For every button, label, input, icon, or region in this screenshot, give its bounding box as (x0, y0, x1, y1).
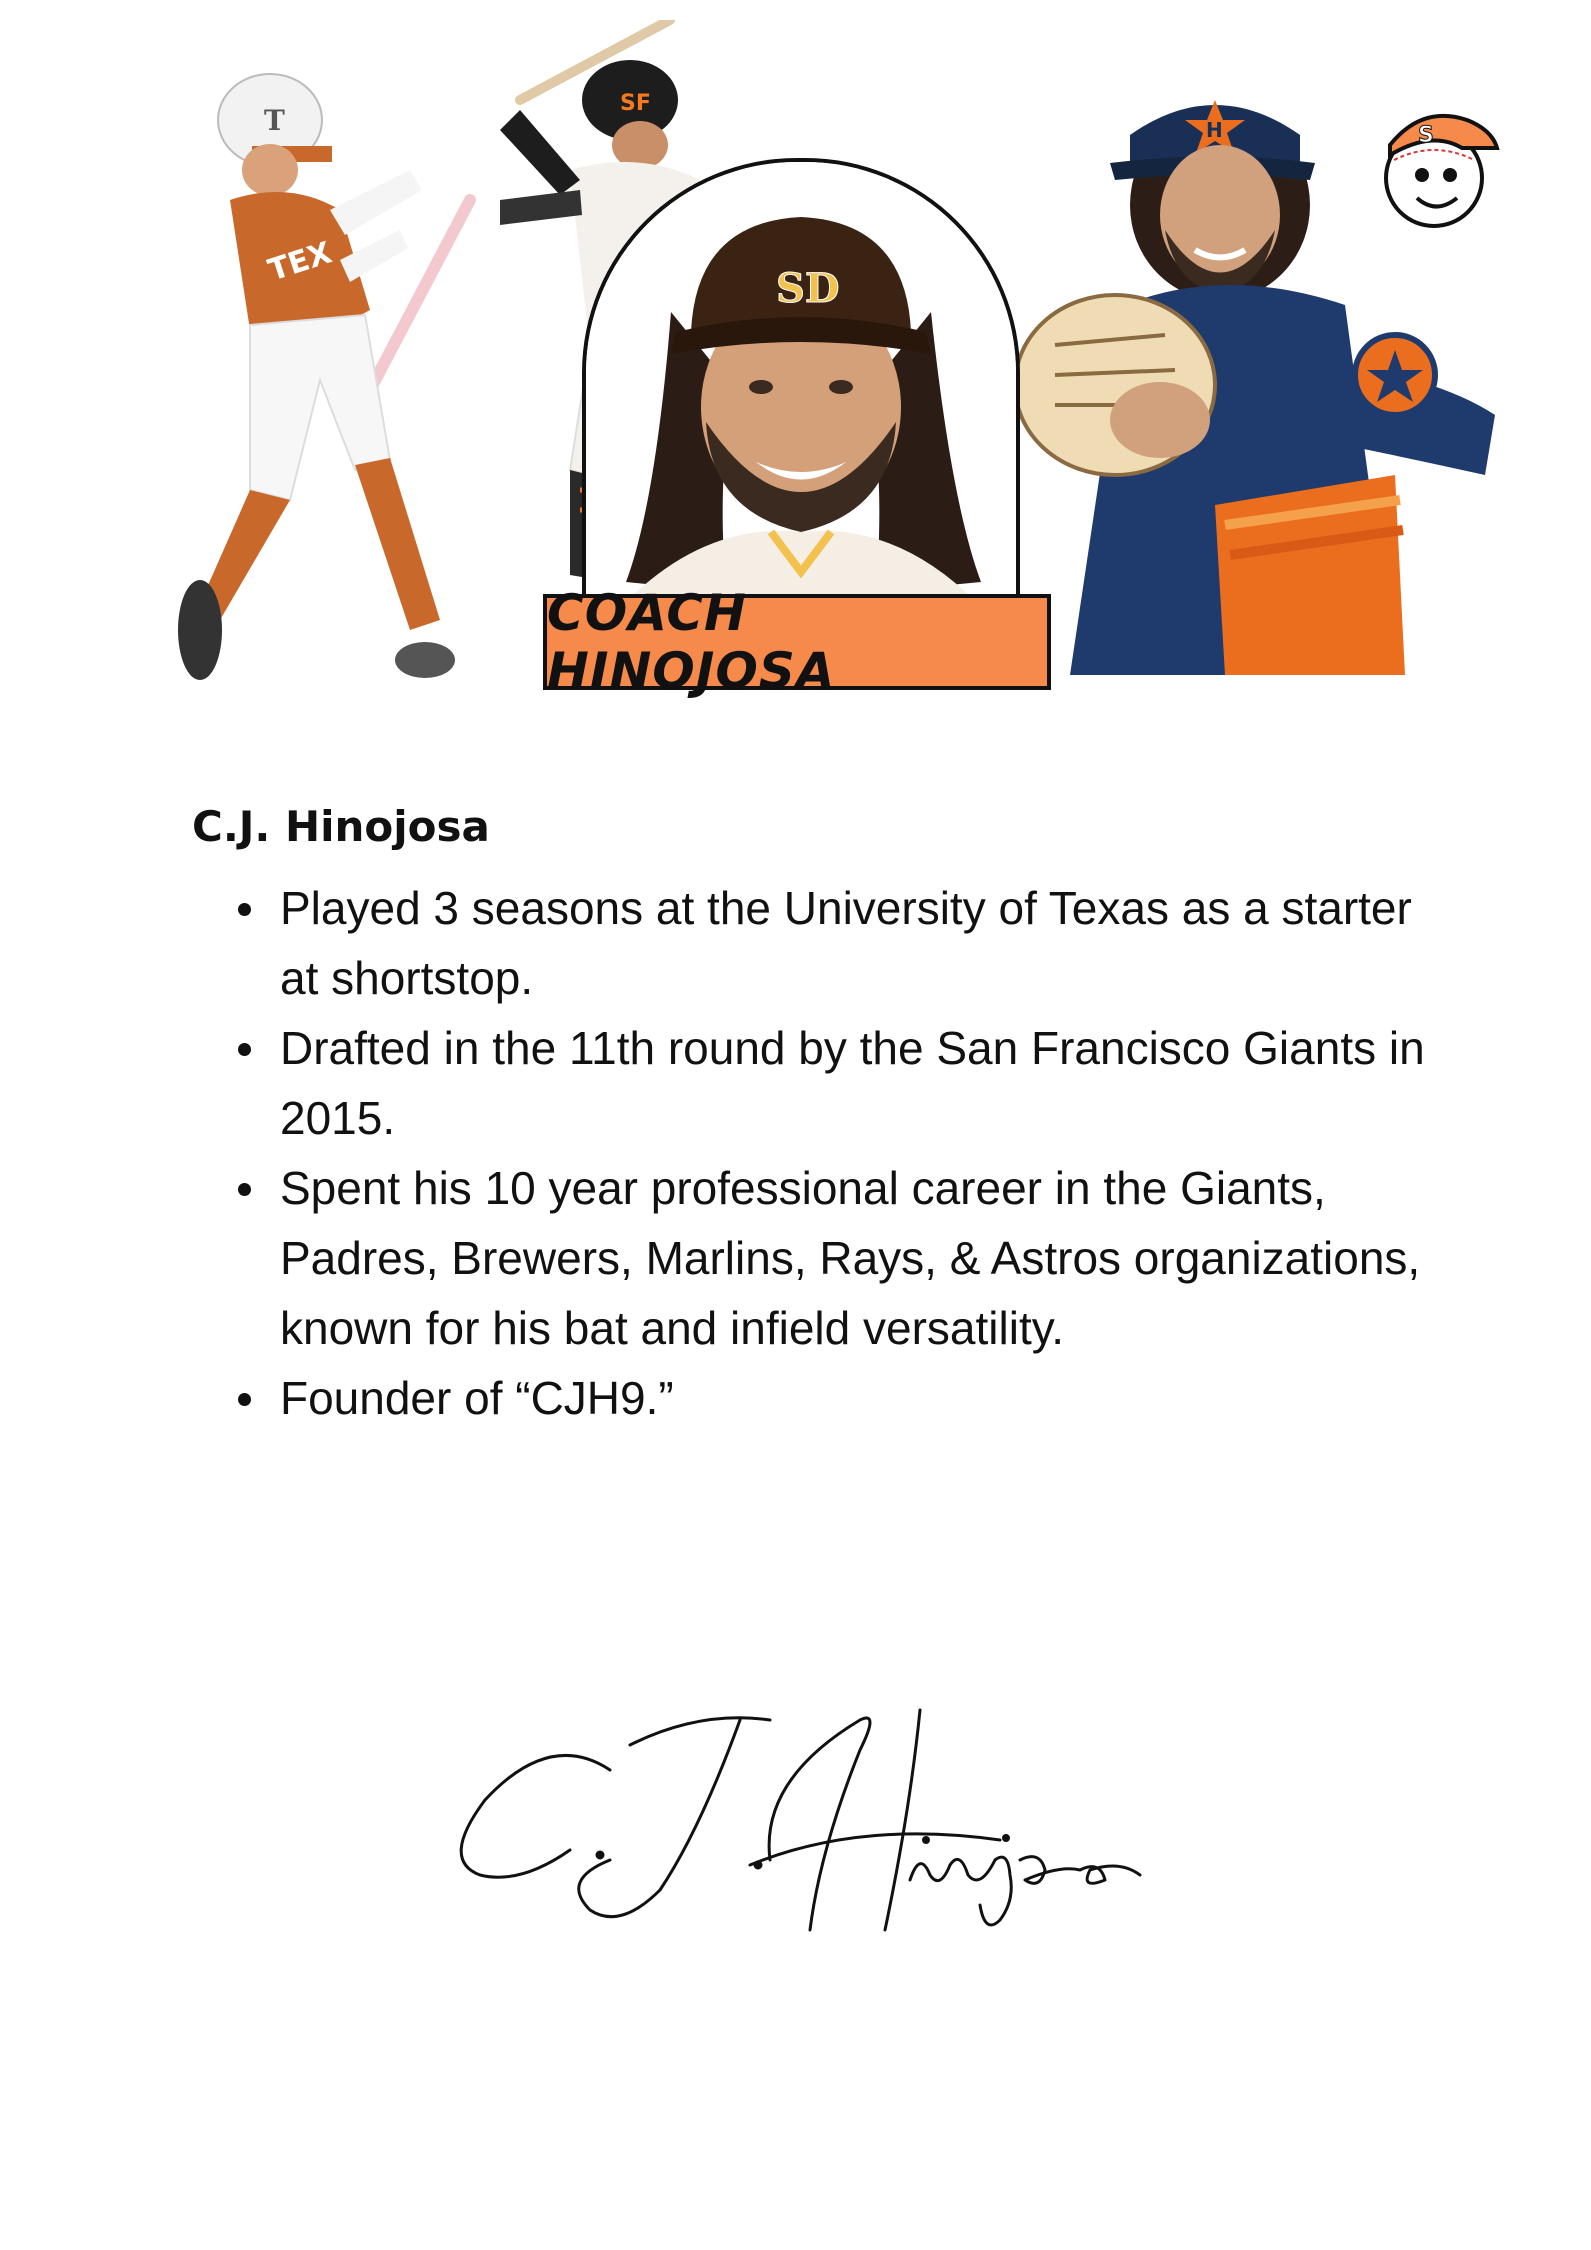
jersey-text: TEX (264, 235, 336, 289)
bio-bullet-list (192, 873, 1442, 1433)
mascot-cap-letter: S (1418, 123, 1434, 148)
handwritten-signature-graphic (440, 1690, 1160, 1950)
bio-bullet: Spent his 10 year professional career in the Giants, Padres, Brewers, Marlins, Rays, & Astros organizations, known for his bat and infield versatility. (280, 1153, 1442, 1363)
bio-bullet: Drafted in the 11th round by the San Francisco Giants in 2015. (280, 1013, 1442, 1153)
signature (440, 1690, 1160, 1950)
giants-helmet-logo: SF (620, 91, 651, 116)
bio-bullet: Founder of “CJH9.” (280, 1363, 1442, 1433)
bio-name: C.J. Hinojosa (192, 802, 490, 851)
bio-bullet: Played 3 seasons at the University of Texas as a starter at shortstop. (280, 873, 1442, 1013)
hero-collage (0, 0, 1591, 720)
mascot-logo (1372, 100, 1502, 230)
portrait-frame (582, 158, 1020, 602)
padres-cap-logo: SD (776, 265, 840, 312)
bio-section (192, 800, 1442, 1433)
helmet-letter: T (264, 104, 285, 137)
padres-portrait (586, 162, 1016, 602)
astros-cap-letter: H (1206, 118, 1223, 142)
name-plate-label: COACH HINOJOSA (547, 584, 836, 700)
name-plate (543, 584, 1051, 700)
